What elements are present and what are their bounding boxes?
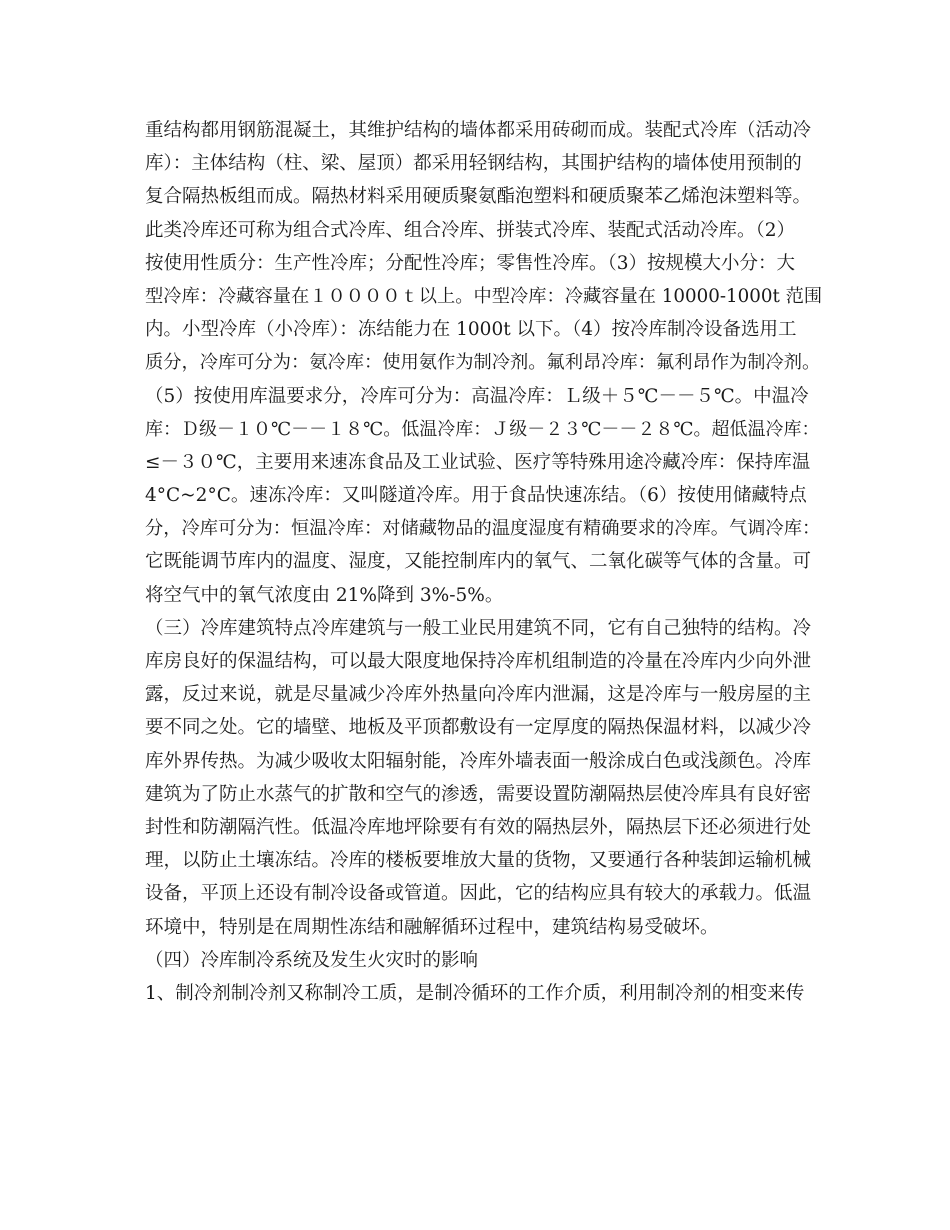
- text-line: 库）：主体结构（柱、梁、屋顶）都采用轻钢结构，其围护结构的墙体使用预制的: [145, 153, 802, 175]
- text-line: 质分，冷库可分为：氨冷库：使用氨作为制冷剂。氟利昂冷库：氟利昂作为制冷剂。: [145, 352, 821, 374]
- text-line: 露，反过来说，就是尽量减少冷库外热量向冷库内泄漏，这是冷库与一般房屋的主: [145, 684, 812, 706]
- text-line: 设备，平顶上还设有制冷设备或管道。因此，它的结构应具有较大的承载力。低温: [145, 883, 812, 905]
- text-line: 1、制冷剂制冷剂又称制冷工质，是制冷循环的工作介质，利用制冷剂的相变来传: [145, 982, 805, 1004]
- text-line: 将空气中的氧气浓度由 21%降到 3%-5%。: [145, 584, 504, 606]
- text-line: （三）冷库建筑特点冷库建筑与一般工业民用建筑不同，它有自己独特的结构。冷: [145, 617, 812, 639]
- text-line: 封性和防潮隔汽性。低温冷库地坪除要有有效的隔热层外，隔热层下还必须进行处: [145, 816, 812, 838]
- text-line: 理，以防止土壤冻结。冷库的楼板要堆放大量的货物，又要通行各种装卸运输机械: [145, 850, 812, 872]
- text-line: 型冷库：冷藏容量在１００００ｔ以上。中型冷库：冷藏容量在 10000-1000t 范围: [145, 285, 823, 307]
- text-line: 复合隔热板组而成。隔热材料采用硬质聚氨酯泡塑料和硬质聚苯乙烯泡沫塑料等。: [145, 186, 812, 208]
- text-line: ≤－３０℃，主要用来速冻食品及工业试验、医疗等特殊用途冷藏冷库：保持库温: [145, 451, 811, 473]
- text-line: 环境中，特别是在周期性冻结和融解循环过程中，建筑结构易受破坏。: [145, 916, 719, 938]
- text-line: 此类冷库还可称为组合式冷库、组合冷库、拼装式冷库、装配式活动冷库。（2）: [145, 219, 796, 241]
- body-text: [145, 114, 825, 1010]
- text-line: 库房良好的保温结构，可以最大限度地保持冷库机组制造的冷量在冷库内少向外泄: [145, 651, 812, 672]
- text-line: 4°C~2°C。速冻冷库：又叫隧道冷库。用于食品快速冻结。（6）按使用储藏特点: [145, 485, 807, 507]
- text-line: 库：Ｄ级－１０℃－－１８℃。低温冷库：Ｊ级－２３℃－－２８℃。超低温冷库：: [145, 418, 820, 440]
- text-line: 建筑为了防止水蒸气的扩散和空气的渗透，需要设置防潮隔热层使冷库具有良好密: [145, 783, 812, 805]
- text-line: 按使用性质分：生产性冷库；分配性冷库；零售性冷库。（3）按规模大小分：大: [145, 252, 796, 274]
- text-line: 重结构都用钢筋混凝土，其维护结构的墙体都采用砖砌而成。装配式冷库（活动冷: [145, 120, 812, 141]
- text-line: （四）冷库制冷系统及发生火灾时的影响: [145, 949, 479, 971]
- text-line: 分，冷库可分为：恒温冷库：对储藏物品的温度湿度有精确要求的冷库。气调冷库：: [145, 518, 821, 540]
- text-line: （5）按使用库温要求分，冷库可分为：高温冷库：Ｌ级＋５℃－－５℃。中温冷: [145, 385, 809, 407]
- text-line: 库外界传热。为减少吸收太阳辐射能，冷库外墙表面一般涂成白色或浅颜色。冷库: [145, 750, 812, 772]
- text-line: 它既能调节库内的温度、湿度，又能控制库内的氧气、二氧化碳等气体的含量。可: [145, 551, 812, 573]
- text-line: 要不同之处。它的墙壁、地板及平顶都敷设有一定厚度的隔热保温材料，以减少冷: [145, 717, 812, 739]
- text-line: 内。小型冷库（小冷库）：冻结能力在 1000t 以下。（4）按冷库制冷设备选用工: [145, 319, 797, 341]
